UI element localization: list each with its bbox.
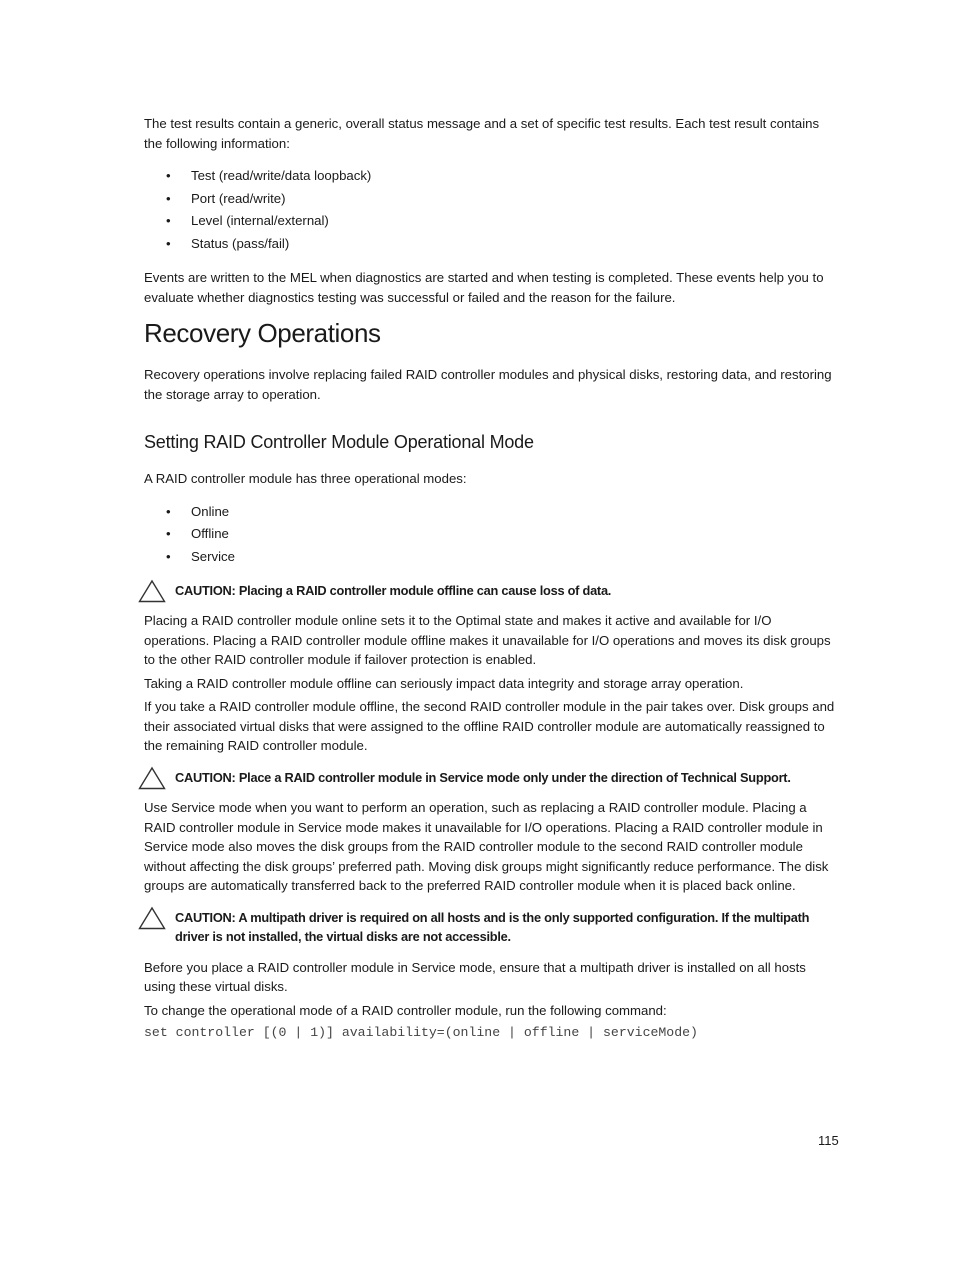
takeover-paragraph: If you take a RAID controller module offline, the second RAID controller module in the pair takes over. Disk groups and their associated virtual disks that were assigned to the offline RAID controller module are automatically reassigned to the remaining RAID controller module.: [144, 699, 835, 754]
caution-icon: [138, 766, 166, 790]
service-mode-paragraph: Use Service mode when you want to perform an operation, such as replacing a RAID controller module. Placing a RAID controller module in Service mode makes it unavailable for I/O operations. Placing a RAID controller module in Service mode also moves the disk groups from the RAID controller module to the second RAID controller module without affecting the disk groups’ preferred path. Moving disk groups might significantly reduce performance. The disk groups are automatically transferred back to the preferred RAID controller module when it is placed back online.: [144, 800, 829, 894]
list-item: • Test (read/write/data loopback): [144, 165, 838, 188]
modes-intro-paragraph: A RAID controller module has three operational modes:: [144, 471, 467, 487]
caution-icon: [138, 906, 166, 930]
page-content: [144, 114, 838, 1043]
subsection-title: Setting RAID Controller Module Operational Mode: [144, 432, 534, 453]
list-item: • Offline: [144, 523, 838, 546]
caution-text: CAUTION: Placing a RAID controller module offline can cause loss of data.: [175, 582, 612, 598]
list-item: • Level (internal/external): [144, 210, 838, 233]
online-offline-paragraph: Placing a RAID controller module online sets it to the Optimal state and makes it active and available for I/O operations. Placing a RAID controller module offline makes it unavailable for I/O operations and moves its disk groups to the other RAID controller module if failover protection is enabled.: [144, 613, 831, 668]
modes-list: [144, 501, 838, 569]
intro-paragraph: The test results contain a generic, overall status message and a set of specific test results. Each test result contains the following information:: [144, 116, 820, 151]
caution-text: CAUTION: A multipath driver is required on all hosts and is the only supported configuration. If the multipath driver is not installed, the virtual disks are not accessible.: [175, 909, 810, 945]
caution-icon: [138, 579, 166, 603]
offline-impact-paragraph: Taking a RAID controller module offline can seriously impact data integrity and storage array operation.: [144, 675, 744, 691]
list-item: • Port (read/write): [144, 188, 838, 211]
caution-note: [144, 581, 838, 601]
caution-note: [144, 768, 838, 788]
test-info-list: [144, 165, 838, 255]
events-paragraph: Events are written to the MEL when diagnostics are started and when testing is completed. These events help you to evaluate whether diagnostics testing was successful or failed and the reason for the failure.: [144, 270, 824, 305]
recovery-paragraph: Recovery operations involve replacing failed RAID controller modules and physical disks, restoring data, and restoring the storage array to operation.: [144, 367, 832, 402]
list-item: • Online: [144, 501, 838, 524]
command-code: set controller [(0 | 1)] availability=(online | offline | serviceMode): [144, 1025, 698, 1041]
section-title: Recovery Operations: [144, 318, 381, 349]
caution-text: CAUTION: Place a RAID controller module in Service mode only under the direction of Technical Support.: [175, 769, 791, 785]
list-item: • Status (pass/fail): [144, 233, 838, 256]
page-number: 115: [818, 1133, 839, 1148]
command-intro-paragraph: To change the operational mode of a RAID controller module, run the following command:: [144, 1002, 667, 1018]
multipath-paragraph: Before you place a RAID controller module in Service mode, ensure that a multipath driver is installed on all hosts using these virtual disks.: [144, 959, 806, 995]
caution-note: [144, 908, 838, 947]
list-item: • Service: [144, 546, 838, 569]
